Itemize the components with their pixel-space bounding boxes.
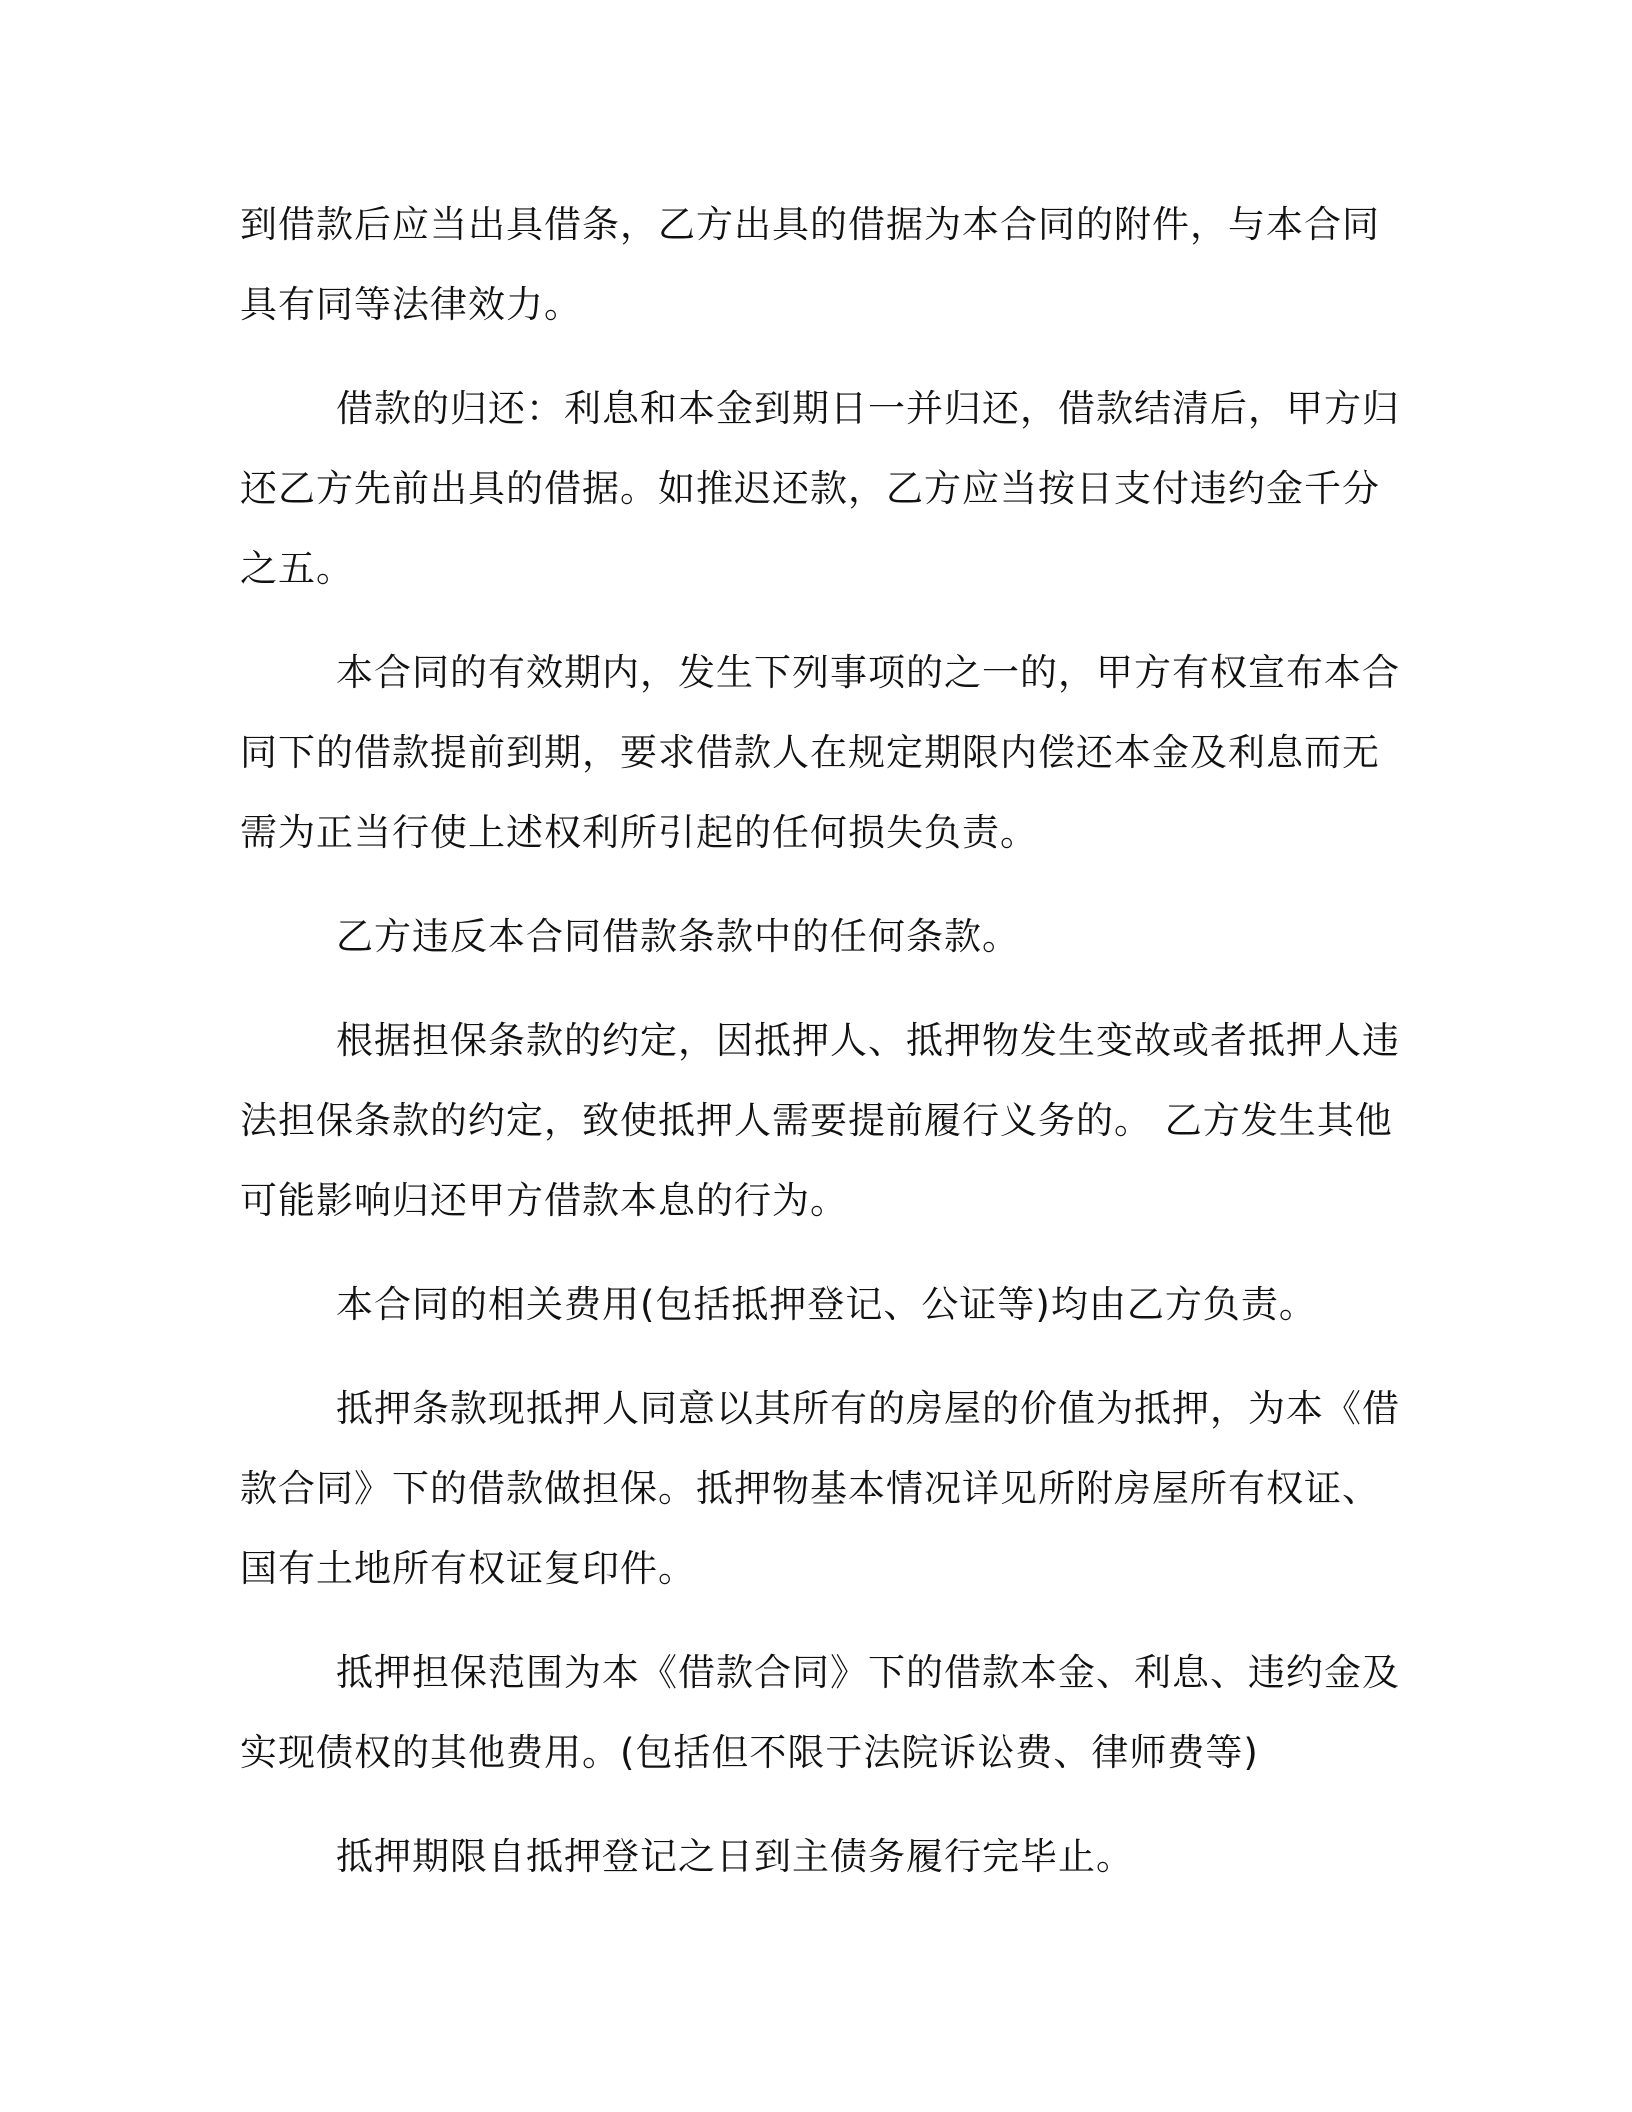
paragraph-loan-receipt xyxy=(240,185,1380,345)
paragraph-line: 抵押担保范围为本《借款合同》下的借款本金、利息、违约金及 xyxy=(336,1651,1400,1694)
paragraph-mortgage-term xyxy=(240,1817,1380,1897)
paragraph-line: 根据担保条款的约定，因抵押人、抵押物发生变故或者抵押人违 xyxy=(336,1019,1400,1062)
paragraph-line: 之五。 xyxy=(240,547,354,590)
paragraph-line: 还乙方先前出具的借据。如推迟还款，乙方应当按日支付违约金千分 xyxy=(240,467,1380,510)
paragraph-line: 到借款后应当出具借条，乙方出具的借据为本合同的附件，与本合同 xyxy=(240,203,1380,246)
paragraph-line: 本合同的有效期内，发生下列事项的之一的，甲方有权宣布本合 xyxy=(336,651,1400,694)
paragraph-line: 乙方违反本合同借款条款中的任何条款。 xyxy=(336,915,1020,958)
paragraph-line: 抵押期限自抵押登记之日到主债务履行完毕止。 xyxy=(336,1835,1134,1878)
paragraph-mortgage-clause xyxy=(240,1369,1400,1609)
paragraph-line: 本合同的相关费用(包括抵押登记、公证等)均由乙方负责。 xyxy=(336,1283,1317,1326)
paragraph-line: 实现债权的其他费用。(包括但不限于法院诉讼费、律师费等) xyxy=(240,1731,1259,1774)
document-body xyxy=(240,185,1400,1897)
paragraph-line: 法担保条款的约定，致使抵押人需要提前履行义务的。 乙方发生其他 xyxy=(240,1099,1393,1142)
paragraph-related-fees xyxy=(240,1265,1380,1345)
paragraph-line: 款合同》下的借款做担保。抵押物基本情况详见所附房屋所有权证、 xyxy=(240,1467,1380,1510)
paragraph-line: 同下的借款提前到期，要求借款人在规定期限内偿还本金及利息而无 xyxy=(240,731,1380,774)
paragraph-line: 可能影响归还甲方借款本息的行为。 xyxy=(240,1179,848,1222)
paragraph-guarantee-scope xyxy=(240,1633,1400,1793)
paragraph-breach-terms xyxy=(240,897,1380,977)
paragraph-line: 借款的归还：利息和本金到期日一并归还，借款结清后，甲方归 xyxy=(336,387,1400,430)
paragraph-guarantee-change xyxy=(240,1001,1400,1241)
paragraph-line: 国有土地所有权证复印件。 xyxy=(240,1547,696,1590)
paragraph-line: 具有同等法律效力。 xyxy=(240,283,582,326)
paragraph-line: 需为正当行使上述权利所引起的任何损失负责。 xyxy=(240,811,1038,854)
paragraph-line: 抵押条款现抵押人同意以其所有的房屋的价值为抵押，为本《借 xyxy=(336,1387,1400,1430)
paragraph-early-maturity xyxy=(240,633,1400,873)
paragraph-loan-repayment xyxy=(240,369,1400,609)
